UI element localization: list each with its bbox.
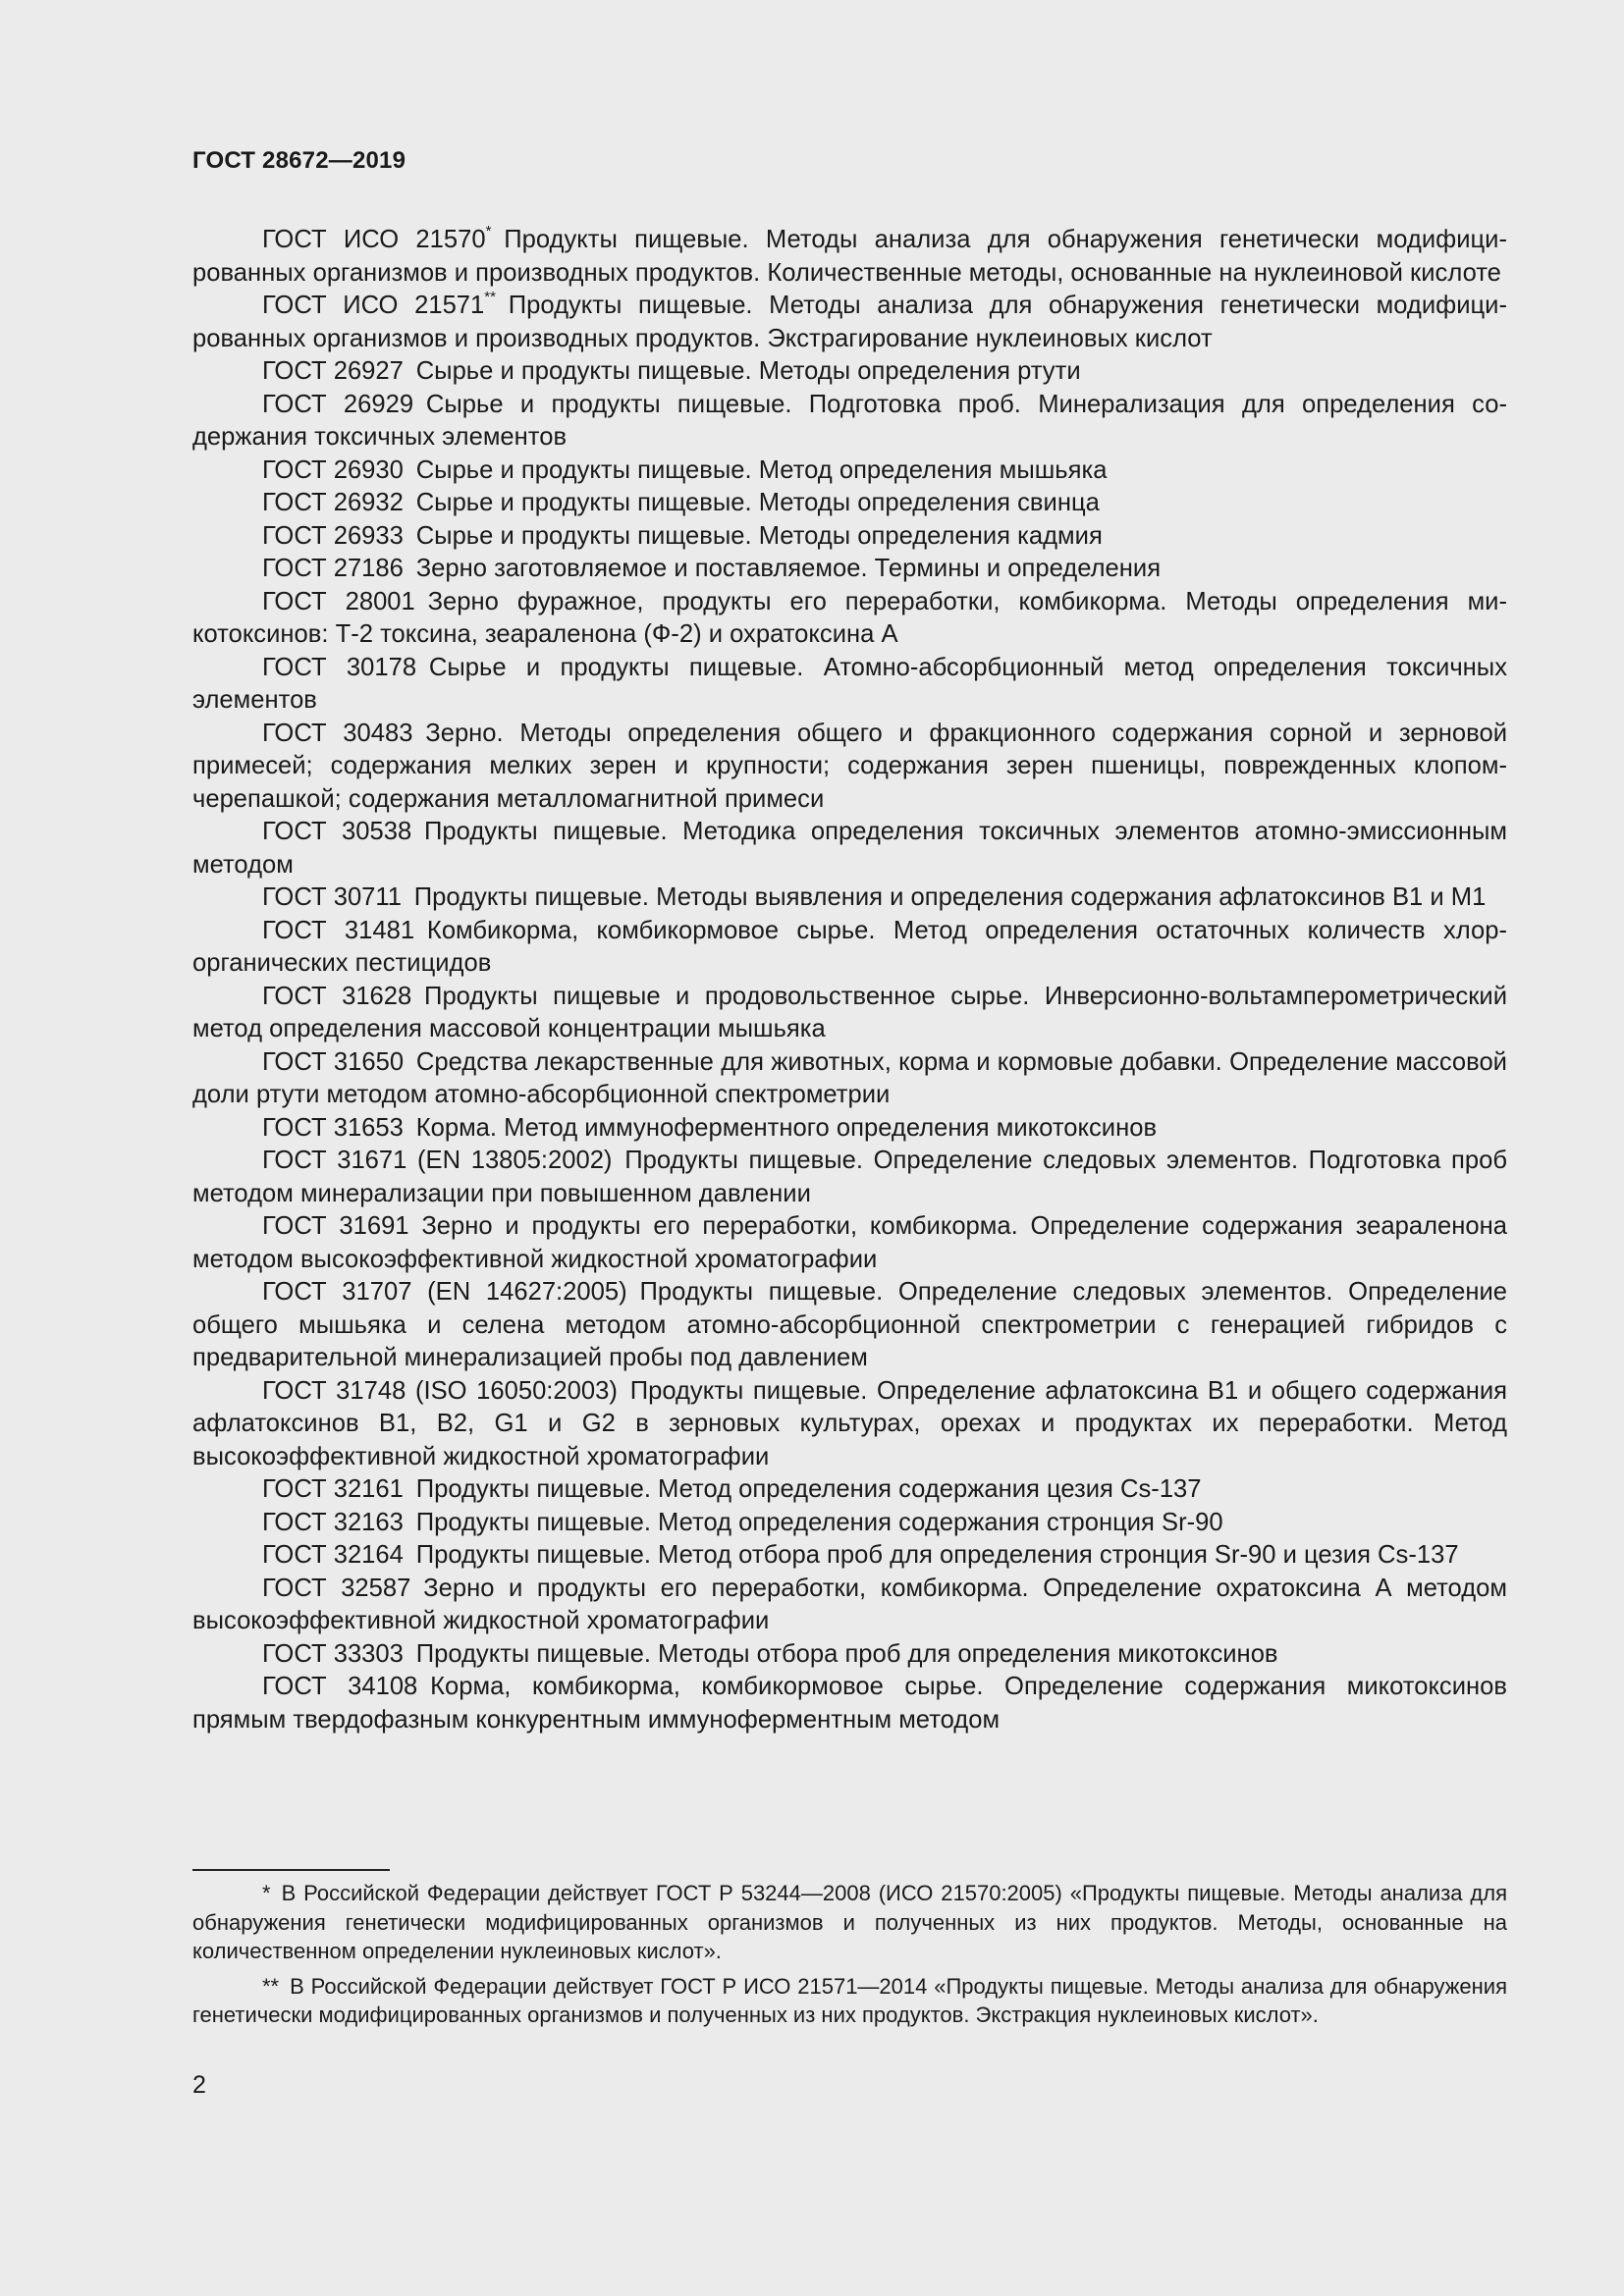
reference-title: Сырье и продукты пищевые. Атомно-абсорбционный метод определения токсичных элементов	[192, 653, 1507, 714]
reference-title: Зерно и продукты его переработки, комбикорма. Определение содержания зеараленона методом высокоэффективной жидкостной хроматографии	[192, 1212, 1507, 1273]
reference-title: Корма. Метод иммуноферментного определения микотоксинов	[415, 1113, 1158, 1142]
reference-item	[192, 1507, 1507, 1540]
reference-code: ГОСТ 30538	[262, 818, 412, 845]
reference-title: Продукты пищевые и продовольственное сырье. Инверсионно-вольтамперометрический метод определения массовой концентрации мышьяка	[192, 982, 1507, 1042]
reference-title: Средства лекарственные для животных, корма и кормовые добавки. Определение массовой доли ртути методом атомно-абсорбционной спектрометрии	[192, 1047, 1507, 1108]
reference-item	[192, 520, 1507, 554]
reference-code: ГОСТ 31650	[262, 1047, 405, 1076]
reference-code: ГОСТ 27186	[262, 555, 404, 582]
reference-code: ГОСТ ИСО 21570	[262, 226, 486, 253]
reference-code: ГОСТ 30178	[262, 653, 417, 681]
reference-title: Продукты пищевые. Определение следовых элементов. Определение общего мышьяка и селена методом атомно-абсорбционной спектрометрии с генерацией гибридов с предварительной минерализацией пробы под давлением	[192, 1278, 1507, 1371]
reference-code: ГОСТ 26930	[262, 455, 404, 484]
reference-item	[192, 290, 1507, 355]
reference-code: ГОСТ ИСО 21571	[262, 292, 485, 319]
reference-title: Сырье и продукты пищевые. Методы определения ртути	[415, 357, 1081, 385]
reference-code: ГОСТ 30711	[262, 883, 402, 911]
reference-title: Сырье и продукты пищевые. Методы определения свинца	[415, 489, 1100, 516]
reference-title: Продукты пищевые. Определение следовых элементов. Подготовка проб методом минерализации при повышенном давлении	[192, 1147, 1507, 1207]
reference-item	[192, 1539, 1507, 1573]
footnote-mark: *	[485, 223, 492, 240]
footnote-mark: *	[262, 1881, 271, 1905]
reference-item	[192, 652, 1507, 718]
reference-code: ГОСТ 26933	[262, 521, 404, 550]
footnote-mark: **	[262, 1973, 280, 1999]
reference-title: Продукты пищевые. Методы отбора проб для определения микотоксинов	[415, 1639, 1278, 1668]
reference-title: Продукты пищевые. Методы выявления и определения содержания афлатоксинов B1 и M1	[413, 883, 1487, 911]
reference-title: Зерно заготовляемое и поставляемое. Термины и определения	[415, 555, 1162, 582]
reference-item	[192, 915, 1507, 981]
reference-title: Продукты пищевые. Метод определения содержания стронция Sr-90	[415, 1508, 1223, 1536]
reference-item	[192, 389, 1507, 454]
reference-item	[192, 1573, 1507, 1638]
reference-item	[192, 816, 1507, 881]
reference-code: ГОСТ 30483	[262, 719, 413, 747]
reference-title: Зерно. Методы определения общего и фракционного содержания сорной и зерновой примесей; содержания мелких зерен и крупности; содержания зерен пшеницы, поврежденных клопом-черепашкой; содержания металломагнитной примеси	[192, 719, 1507, 813]
reference-title: Комбикорма, комбикормовое сырье. Метод определения остаточных количеств хлорорганических пестицидов	[192, 916, 1507, 977]
page-number: 2	[192, 2071, 206, 2099]
reference-title: Продукты пищевые. Метод отбора проб для определения стронция Sr-90 и цезия Cs-137	[415, 1541, 1459, 1569]
reference-title: Сырье и продукты пищевые. Подготовка проб. Минерализация для определения содержания токсичных элементов	[192, 390, 1507, 451]
reference-code: ГОСТ 31671 (EN 13805:2002)	[262, 1147, 613, 1174]
reference-item	[192, 487, 1507, 520]
reference-code: ГОСТ 31691	[262, 1212, 409, 1240]
reference-code: ГОСТ 26932	[262, 489, 404, 516]
reference-code: ГОСТ 31748 (ISO 16050:2003)	[262, 1376, 618, 1405]
footnote-separator	[192, 1869, 390, 1871]
reference-item	[192, 1671, 1507, 1736]
reference-item	[192, 718, 1507, 817]
reference-item	[192, 586, 1507, 652]
reference-item	[192, 553, 1507, 586]
reference-item	[192, 1145, 1507, 1210]
footnote-item	[192, 1879, 1507, 1966]
reference-code: ГОСТ 32587	[262, 1574, 411, 1602]
footnote-item	[192, 1972, 1507, 2030]
footnote-text: В Российской Федерации действует ГОСТ Р 53244—2008 (ИСО 21570:2005) «Продукты пищевые. Методы анализа для обнаружения генетически модифицированных организмов и полученных из них продуктов. Методы, основанные на количественном определении нуклеиновых кислот».	[192, 1881, 1507, 1963]
reference-item	[192, 1375, 1507, 1474]
reference-item	[192, 1473, 1507, 1507]
reference-code: ГОСТ 26927	[262, 357, 404, 385]
normative-references-list	[192, 224, 1507, 1736]
reference-code: ГОСТ 32163	[262, 1508, 404, 1536]
reference-code: ГОСТ 33303	[262, 1639, 404, 1668]
reference-code: ГОСТ 32161	[262, 1475, 404, 1503]
reference-title: Сырье и продукты пищевые. Методы определения кадмия	[415, 521, 1103, 550]
reference-code: ГОСТ 31707 (EN 14627:2005)	[262, 1278, 627, 1306]
reference-code: ГОСТ 34108	[262, 1673, 418, 1700]
reference-item	[192, 1638, 1507, 1672]
reference-item	[192, 881, 1507, 915]
page-header: ГОСТ 28672—2019	[192, 147, 406, 174]
footnote-text: В Российской Федерации действует ГОСТ Р ИСО 21571—2014 «Продукты пищевые. Методы анализа для обнаружения генетически модифицированных организмов и полученных из них продуктов. Экстракция нуклеиновых кислот».	[192, 1973, 1507, 2027]
reference-code: ГОСТ 31653	[262, 1113, 404, 1142]
footnotes	[192, 1879, 1507, 2036]
reference-code: ГОСТ 31628	[262, 982, 412, 1010]
reference-item	[192, 454, 1507, 488]
reference-title: Зерно и продукты его переработки, комбикорма. Определение охратоксина А методом высокоэффективной жидкостной хроматографии	[192, 1574, 1507, 1634]
reference-title: Сырье и продукты пищевые. Метод определения мышьяка	[415, 455, 1108, 484]
reference-title: Продукты пищевые. Метод определения содержания цезия Cs-137	[415, 1475, 1202, 1503]
reference-item	[192, 1210, 1507, 1276]
reference-code: ГОСТ 32164	[262, 1541, 404, 1569]
reference-title: Продукты пищевые. Определение афлатоксина B1 и общего содержания афлатоксинов B1, B2, G1 и G2 в зерновых культурах, орехах и продуктах их переработки. Метод высокоэффективной жидкостной хроматографии	[192, 1376, 1507, 1470]
reference-code: ГОСТ 26929	[262, 390, 414, 418]
reference-item	[192, 981, 1507, 1046]
reference-item	[192, 224, 1507, 290]
reference-item	[192, 1046, 1507, 1112]
reference-title: Продукты пищевые. Методы анализа для обнаружения генетически модифицированных организмов и производных продуктов. Экстрагирование нуклеиновых кислот	[192, 292, 1507, 352]
reference-item	[192, 1276, 1507, 1375]
reference-title: Корма, комбикорма, комбикормовое сырье. Определение содержания микотоксинов прямым твердофазным конкурентным иммуноферментным методом	[192, 1673, 1507, 1734]
reference-title: Зерно фуражное, продукты его переработки, комбикорма. Методы определения микотоксинов: Т-2 токсина, зеараленона (Ф-2) и охратоксина А	[192, 587, 1507, 648]
reference-item	[192, 1112, 1507, 1146]
reference-title: Продукты пищевые. Методы анализа для обнаружения генетически модифицированных организмов и производных продуктов. Количественные методы, основанные на нуклеиновой кислоте	[192, 226, 1507, 287]
reference-title: Продукты пищевые. Методика определения токсичных элементов атомно-эмиссионным методом	[192, 818, 1507, 879]
reference-item	[192, 355, 1507, 389]
reference-code: ГОСТ 28001	[262, 587, 415, 615]
footnote-mark: **	[484, 289, 496, 306]
reference-code: ГОСТ 31481	[262, 916, 415, 944]
